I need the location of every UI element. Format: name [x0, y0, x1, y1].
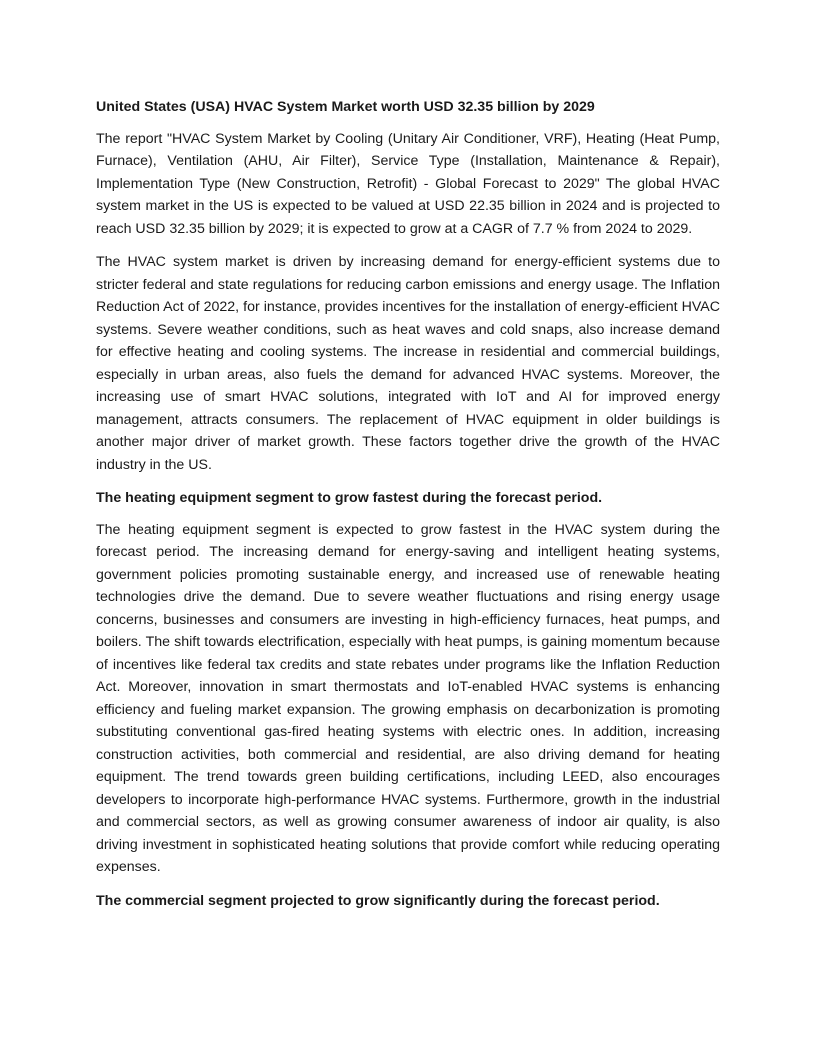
document-title: United States (USA) HVAC System Market worth USD 32.35 billion by 2029: [96, 99, 595, 115]
drivers-paragraph: The HVAC system market is driven by increasing demand for energy-efficient systems due to stricter federal and state regulations for reducing carbon emissions and energy usage. The Inflation Reduction Act of 2022, for instance, provides incentives for the installation of energy-efficient HVAC systems. Severe weather conditions, such as heat waves and cold snaps, also increase demand for effective heating and cooling systems. The increase in residential and commercial buildings, especially in urban areas, also fuels the demand for advanced HVAC systems. Moreover, the increasing use of smart HVAC solutions, integrated with IoT and AI for improved energy management, attracts consumers. The replacement of HVAC equipment in older buildings is another major driver of market growth. These factors together drive the growth of the HVAC industry in the US.: [96, 254, 720, 473]
intro-paragraph: The report "HVAC System Market by Cooling (Unitary Air Conditioner, VRF), Heating (Heat Pump, Furnace), Ventilation (AHU, Air Filter), Service Type (Installation, Maintenance & Repair), Implementation Type (New Construction, Retrofit) - Global Forecast to 2029" The global HVAC system market in the US is expected to be valued at USD 22.35 billion in 2024 and is projected to reach USD 32.35 billion by 2029; it is expected to grow at a CAGR of 7.7 % from 2024 to 2029.: [96, 130, 720, 237]
commercial-segment-heading: The commercial segment projected to grow significantly during the forecast period.: [96, 892, 660, 909]
heating-segment-heading: The heating equipment segment to grow fastest during the forecast period.: [96, 490, 603, 506]
heating-segment-paragraph: The heating equipment segment is expected to grow fastest in the HVAC system during the forecast period. The increasing demand for energy-saving and intelligent heating systems, government policies promoting sustainable energy, and increased use of renewable heating technologies drive the demand. Due to severe weather fluctuations and rising energy usage concerns, businesses and consumers are investing in high-efficiency furnaces, heat pumps, and boilers. The shift towards electrification, especially with heat pumps, is gaining momentum because of incentives like federal tax credits and state rebates under programs like the Inflation Reduction Act. Moreover, innovation in smart thermostats and IoT-enabled HVAC systems is enhancing efficiency and fueling market expansion. The growing emphasis on decarbonization is promoting substituting conventional gas-fired heating systems with electric ones. In addition, increasing construction activities, both commercial and residential, are also driving demand for heating equipment. The trend towards green building certifications, including LEED, also encourages developers to incorporate high-performance HVAC systems. Furthermore, growth in the industrial and commercial sectors, as well as growing consumer awareness of indoor air quality, is also driving investment in sophisticated heating solutions that provide comfort while reducing operating expenses.: [96, 521, 720, 875]
document-page: [96, 96, 720, 921]
